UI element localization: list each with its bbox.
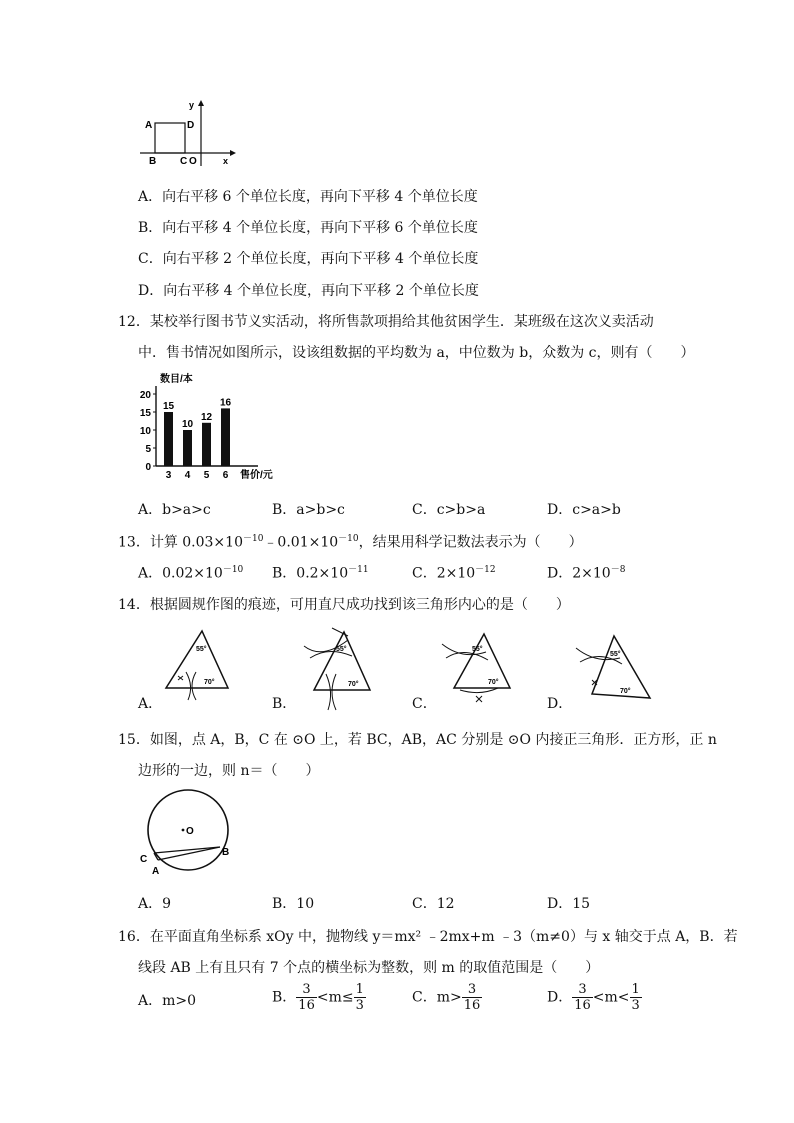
chord-ab — [158, 847, 220, 860]
q13-option-a-exp: －10 — [222, 565, 244, 575]
q14-label-c: C． — [412, 696, 437, 712]
triangle-outline — [314, 632, 370, 690]
q13-option-c-exp: －12 — [475, 565, 496, 575]
bar-6 — [221, 408, 230, 466]
q16-option-c-prefix: C．m> — [412, 989, 462, 1006]
x-tick-label: 5 — [203, 470, 210, 481]
q11-option-c: C．向右平移 2 个单位长度，再向下平移 4 个单位长度 — [138, 251, 479, 267]
q14-label-d: D． — [547, 696, 573, 712]
q12-option-b: B．a>b>c — [272, 502, 345, 518]
q14-label-b: B． — [272, 696, 297, 712]
q14-label-a: A． — [138, 696, 163, 712]
q16-stem-line2: 线段 AB 上有且只有 7 个点的横坐标为整数，则 m 的取值范围是（ ） — [138, 960, 600, 976]
fraction-3-16 — [462, 982, 483, 1013]
bar-value-label: 16 — [219, 397, 232, 409]
q13-stem-a: 13．计算 0.03×10 — [118, 534, 243, 551]
label-B: B — [222, 847, 230, 858]
q16-option-d — [547, 982, 642, 1013]
x-tick-label: 4 — [184, 470, 191, 481]
q16-option-a: A．m>0 — [138, 993, 197, 1009]
x-tick-label: 6 — [222, 470, 229, 481]
numerator: 1 — [355, 982, 364, 997]
bar-5 — [202, 423, 211, 466]
numerator: 1 — [631, 982, 640, 997]
angle-bottom-label: 70° — [620, 688, 631, 695]
q16-option-b — [272, 982, 366, 1013]
denominator: 16 — [463, 998, 481, 1013]
q15-circle-figure — [136, 786, 246, 878]
compass-arc — [192, 672, 196, 700]
q11-option-d: D．向右平移 4 个单位长度，再向下平移 2 个单位长度 — [138, 283, 479, 299]
label-D: D — [187, 120, 195, 131]
q14-triangle-b — [296, 624, 376, 714]
q12-option-d: D．c>a>b — [547, 502, 621, 518]
y-axis-title: 数目/本 — [160, 374, 193, 385]
q15-stem-line1: 15．如图，点 A，B，C 在 ⊙O 上，若 BC，AB，AC 分别是 ⊙O 内接正三角形．正方形，正 n — [118, 732, 717, 748]
q15-option-a: A．9 — [138, 896, 172, 912]
q13-stem-c: ，结果用科学记数法表示为（ ） — [358, 534, 583, 551]
compass-arc — [332, 674, 336, 710]
numerator: 3 — [572, 982, 593, 998]
denominator: 3 — [631, 998, 640, 1013]
angle-bottom-label: 70° — [348, 681, 359, 688]
x-axis-title: 售价/元 — [240, 470, 273, 481]
q13-option-d-exp: －8 — [610, 565, 626, 575]
q14-stem: 14．根据圆规作图的痕迹，可用直尺成功找到该三角形内心的是（ ） — [118, 597, 570, 613]
q15-stem-line2: 边形的一边，则 n＝（ ） — [138, 763, 320, 779]
label-C: C — [140, 854, 148, 865]
construction-line — [332, 628, 348, 636]
angle-bottom-label: 70° — [488, 679, 499, 686]
angle-top-label: 55° — [472, 646, 483, 653]
q13-exp2: －10 — [338, 534, 359, 544]
q12-bar-chart — [140, 372, 290, 484]
q14-triangle-a — [162, 628, 234, 710]
center-point — [182, 829, 185, 832]
y-axis-arrow — [198, 100, 204, 106]
chord-cb — [154, 847, 220, 853]
fraction-3-16 — [572, 982, 593, 1013]
q11-option-a: A．向右平移 6 个单位长度，再向下平移 4 个单位长度 — [138, 189, 478, 205]
label-O: O — [189, 156, 197, 167]
triangle-outline — [166, 631, 228, 688]
angle-top-label: 55° — [610, 651, 621, 658]
y-tick-label: 0 — [145, 462, 151, 473]
denominator: 16 — [298, 998, 315, 1013]
label-C: C — [180, 156, 188, 167]
angle-bottom-label: 70° — [204, 679, 215, 686]
x-tick-label: 3 — [165, 470, 172, 481]
triangle-outline — [454, 634, 510, 688]
q16-stem-line1: 16．在平面直角坐标系 xOy 中，抛物线 y＝mx² ﹣2mx+m ﹣3（m≠0）与 x 轴交于点 A，B．若 — [118, 929, 738, 945]
compass-arc — [326, 674, 331, 710]
bar-3 — [164, 412, 173, 466]
q12-stem-line1: 12．某校举行图书节义实活动，将所售款项捐给其他贫困学生．某班级在这次义卖活动 — [118, 314, 654, 330]
fraction-3-16 — [296, 982, 317, 1013]
label-x: x — [223, 156, 229, 166]
q16-option-d-mid: <m< — [592, 989, 630, 1006]
label-O: O — [186, 826, 194, 837]
q11-option-b: B．向右平移 4 个单位长度，再向下平移 6 个单位长度 — [138, 220, 478, 236]
q15-option-c: C．12 — [412, 896, 455, 912]
q13-option-c — [412, 562, 496, 583]
q16-option-c — [412, 982, 482, 1013]
label-A: A — [152, 866, 160, 877]
fraction-1-3 — [630, 982, 642, 1013]
denominator: 3 — [355, 998, 364, 1013]
compass-mark — [476, 696, 482, 702]
q14-triangle-d — [570, 630, 654, 706]
q12-option-a: A．b>a>c — [138, 502, 211, 518]
q13-stem — [118, 531, 583, 552]
q15-option-d: D．15 — [547, 896, 591, 912]
q13-option-a — [138, 562, 243, 583]
q14-triangle-c — [434, 630, 516, 710]
rectangle-abcd — [155, 123, 185, 153]
q16-option-b-mid: <m≤ — [316, 989, 354, 1006]
y-tick-label: 15 — [140, 408, 151, 419]
q16-option-d-prefix: D． — [547, 989, 573, 1006]
q13-option-c-base: C．2×10 — [412, 565, 476, 582]
q13-option-b — [272, 562, 369, 583]
q13-exp1: －10 — [242, 534, 264, 544]
q16-option-b-prefix: B． — [272, 989, 297, 1006]
q13-option-b-base: B．0.2×10 — [272, 565, 349, 582]
fraction-1-3 — [354, 982, 366, 1013]
numerator: 3 — [296, 982, 317, 998]
compass-mark — [178, 676, 183, 680]
q15-option-b: B．10 — [272, 896, 315, 912]
bar-value-label: 12 — [200, 411, 213, 423]
bar-value-label: 15 — [162, 401, 175, 412]
denominator: 16 — [574, 998, 591, 1013]
numerator: 3 — [462, 982, 483, 998]
q13-option-b-exp: －11 — [348, 565, 369, 575]
q13-option-d-base: D．2×10 — [547, 565, 611, 582]
q13-stem-b: ﹣0.01×10 — [263, 534, 339, 551]
q12-stem-line2: 中．售书情况如图所示，设该组数据的平均数为 a，中位数为 b，众数为 c，则有（ ） — [138, 345, 695, 361]
angle-top-label: 55° — [336, 646, 347, 653]
q13-option-a-base: A．0.02×10 — [138, 565, 223, 582]
y-tick-label: 10 — [140, 426, 151, 437]
angle-top-label: 55° — [196, 646, 207, 653]
label-A: A — [145, 120, 153, 131]
x-axis-arrow — [230, 150, 236, 156]
label-y: y — [189, 100, 195, 110]
q13-option-d — [547, 562, 625, 583]
y-tick-label: 20 — [140, 390, 151, 401]
q11-coordinate-figure — [138, 98, 238, 168]
compass-arc — [186, 672, 191, 700]
bar-4 — [183, 430, 192, 466]
y-tick-label: 5 — [145, 444, 151, 455]
bar-value-label: 10 — [181, 419, 194, 430]
q12-option-c: C．c>b>a — [412, 502, 486, 518]
label-B: B — [149, 156, 157, 167]
